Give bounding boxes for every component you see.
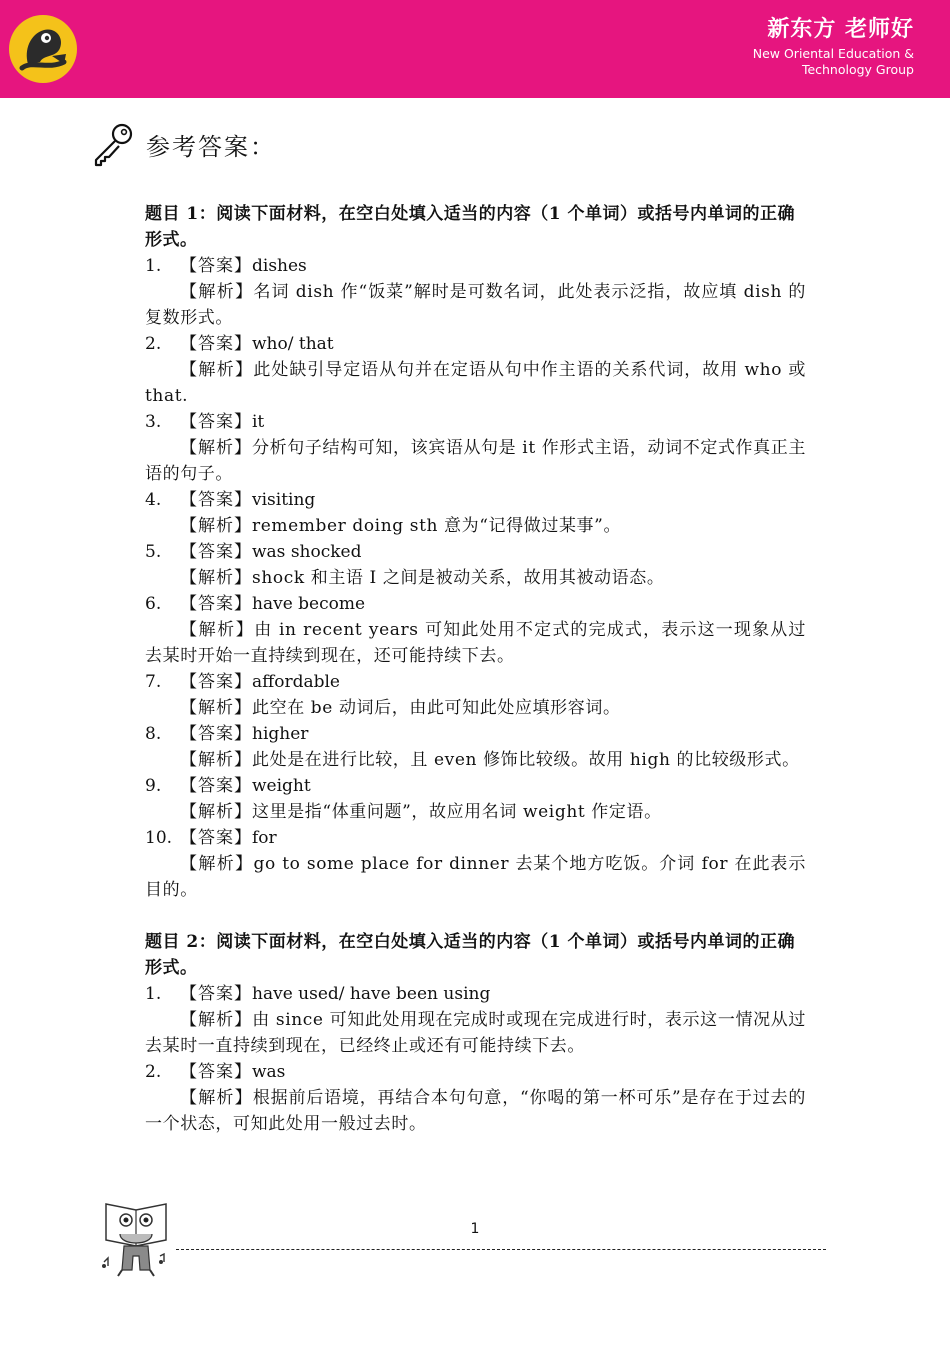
- key-icon: [90, 121, 136, 167]
- item-number: 8.: [145, 724, 162, 744]
- analysis-paragraph: [145, 1007, 806, 1059]
- section-spacer: [145, 903, 806, 929]
- analysis-paragraph: [145, 799, 806, 825]
- analysis-paragraph: [145, 279, 806, 331]
- answer-tag: 【答案】: [180, 984, 252, 1004]
- brand-title: 新东方 老师好: [767, 17, 914, 42]
- analysis-tag: 【解析】: [180, 854, 254, 874]
- answer-row: [145, 487, 806, 513]
- analysis-paragraph: [145, 357, 806, 409]
- answer-tag: 【答案】: [180, 776, 252, 796]
- answer-value: have become: [252, 594, 366, 614]
- item-number: 1.: [145, 256, 162, 276]
- answer-tag: 【答案】: [180, 256, 252, 276]
- answer-row: [145, 253, 806, 279]
- answer-row: [145, 981, 806, 1007]
- analysis-text: 名词 dish 作“饭菜”解时是可数名词，此处表示泛指，故应填 dish 的复数形式。: [145, 282, 807, 328]
- answer-tag: 【答案】: [180, 412, 252, 432]
- answer-tag: 【答案】: [180, 1062, 252, 1082]
- item-number: 2.: [145, 1062, 162, 1082]
- answer-row: [145, 591, 806, 617]
- analysis-text: remember doing sth 意为“记得做过某事”。: [252, 516, 622, 536]
- analysis-tag: 【解析】: [180, 438, 253, 458]
- answer-tag: 【答案】: [180, 490, 252, 510]
- analysis-paragraph: [145, 747, 806, 773]
- answer-tag: 【答案】: [180, 828, 252, 848]
- answer-section-heading: [90, 120, 276, 168]
- new-oriental-logo-icon: [8, 14, 78, 84]
- answer-row: [145, 721, 806, 747]
- brand-block: [753, 14, 914, 78]
- page-number: 1: [470, 1221, 480, 1237]
- answer-row: [145, 669, 806, 695]
- answer-tag: 【答案】: [180, 542, 252, 562]
- answer-row: [145, 331, 806, 357]
- analysis-tag: 【解析】: [180, 620, 255, 640]
- answer-content: [145, 201, 806, 1137]
- analysis-paragraph: [145, 851, 806, 903]
- answer-value: higher: [252, 724, 309, 744]
- item-number: 3.: [145, 412, 162, 432]
- analysis-tag: 【解析】: [180, 750, 252, 770]
- analysis-text: go to some place for dinner 去某个地方吃饭。介词 for 在此表示目的。: [145, 854, 807, 900]
- question-1-title: 题目 1：阅读下面材料，在空白处填入适当的内容（1 个单词）或括号内单词的正确形式。: [145, 204, 795, 250]
- footer-divider: [176, 1249, 826, 1250]
- question-2-title: 题目 2：阅读下面材料，在空白处填入适当的内容（1 个单词）或括号内单词的正确形式。: [145, 932, 795, 978]
- item-number: 9.: [145, 776, 162, 796]
- analysis-text: 根据前后语境，再结合本句句意，“你喝的第一杯可乐”是存在于过去的一个状态，可知此处用一般过去时。: [145, 1088, 806, 1134]
- analysis-tag: 【解析】: [180, 360, 254, 380]
- analysis-text: 此处是在进行比较，且 even 修饰比较级。故用 high 的比较级形式。: [252, 750, 800, 770]
- analysis-tag: 【解析】: [180, 1088, 253, 1108]
- answer-row: [145, 825, 806, 851]
- answer-tag: 【答案】: [180, 594, 252, 614]
- analysis-tag: 【解析】: [180, 516, 252, 536]
- item-number: 1.: [145, 984, 162, 1004]
- item-number: 6.: [145, 594, 162, 614]
- answer-row: [145, 773, 806, 799]
- analysis-tag: 【解析】: [180, 1010, 253, 1030]
- item-number: 4.: [145, 490, 162, 510]
- analysis-tag: 【解析】: [180, 802, 252, 822]
- answer-value: who/ that: [252, 334, 334, 354]
- item-number: 7.: [145, 672, 162, 692]
- analysis-tag: 【解析】: [180, 698, 252, 718]
- page-header: [0, 0, 950, 98]
- answer-tag: 【答案】: [180, 724, 252, 744]
- analysis-paragraph: [145, 513, 806, 539]
- brand-subtitle-line-2: Technology Group: [801, 62, 914, 77]
- answer-tag: 【答案】: [180, 672, 252, 692]
- answer-value: affordable: [252, 672, 340, 692]
- analysis-text: 由 in recent years 可知此处用不定式的完成式，表示这一现象从过去某时开始一直持续到现在，还可能持续下去。: [145, 620, 806, 666]
- answer-value: was shocked: [252, 542, 362, 562]
- analysis-text: 此处缺引导定语从句并在定语从句中作主语的关系代词，故用 who 或 that.: [145, 360, 807, 406]
- analysis-text: 此空在 be 动词后，由此可知此处应填形容词。: [252, 698, 621, 718]
- analysis-text: 这里是指“体重问题”，故应用名词 weight 作定语。: [252, 802, 662, 822]
- analysis-paragraph: [145, 617, 806, 669]
- item-number: 10.: [145, 828, 173, 848]
- analysis-paragraph: [145, 565, 806, 591]
- owl-reading-book-icon: [100, 1200, 172, 1282]
- analysis-paragraph: [145, 1085, 806, 1137]
- answer-value: have used/ have been using: [252, 984, 491, 1004]
- analysis-text: 分析句子结构可知，该宾语从句是 it 作形式主语，动词不定式作真正主语的句子。: [145, 438, 806, 484]
- analysis-tag: 【解析】: [180, 282, 254, 302]
- item-number: 2.: [145, 334, 162, 354]
- item-number: 5.: [145, 542, 162, 562]
- analysis-paragraph: [145, 695, 806, 721]
- answer-row: [145, 1059, 806, 1085]
- analysis-text: 由 since 可知此处用现在完成时或现在完成进行时，表示这一情况从过去某时一直持续到现在，已经终止或还有可能持续下去。: [145, 1010, 807, 1056]
- brand-subtitle-line-1: New Oriental Education &: [752, 46, 914, 61]
- analysis-paragraph: [145, 435, 806, 487]
- answer-tag: 【答案】: [180, 334, 252, 354]
- answer-value: dishes: [252, 256, 307, 276]
- answer-value: it: [252, 412, 265, 432]
- answer-value: was: [252, 1062, 286, 1082]
- section-title: 参考答案：: [146, 132, 276, 161]
- analysis-text: shock 和主语 I 之间是被动关系，故用其被动语态。: [252, 568, 665, 588]
- answer-value: visiting: [252, 490, 316, 510]
- answer-row: [145, 409, 806, 435]
- answer-value: weight: [252, 776, 311, 796]
- analysis-tag: 【解析】: [180, 568, 252, 588]
- answer-row: [145, 539, 806, 565]
- answer-value: for: [252, 828, 277, 848]
